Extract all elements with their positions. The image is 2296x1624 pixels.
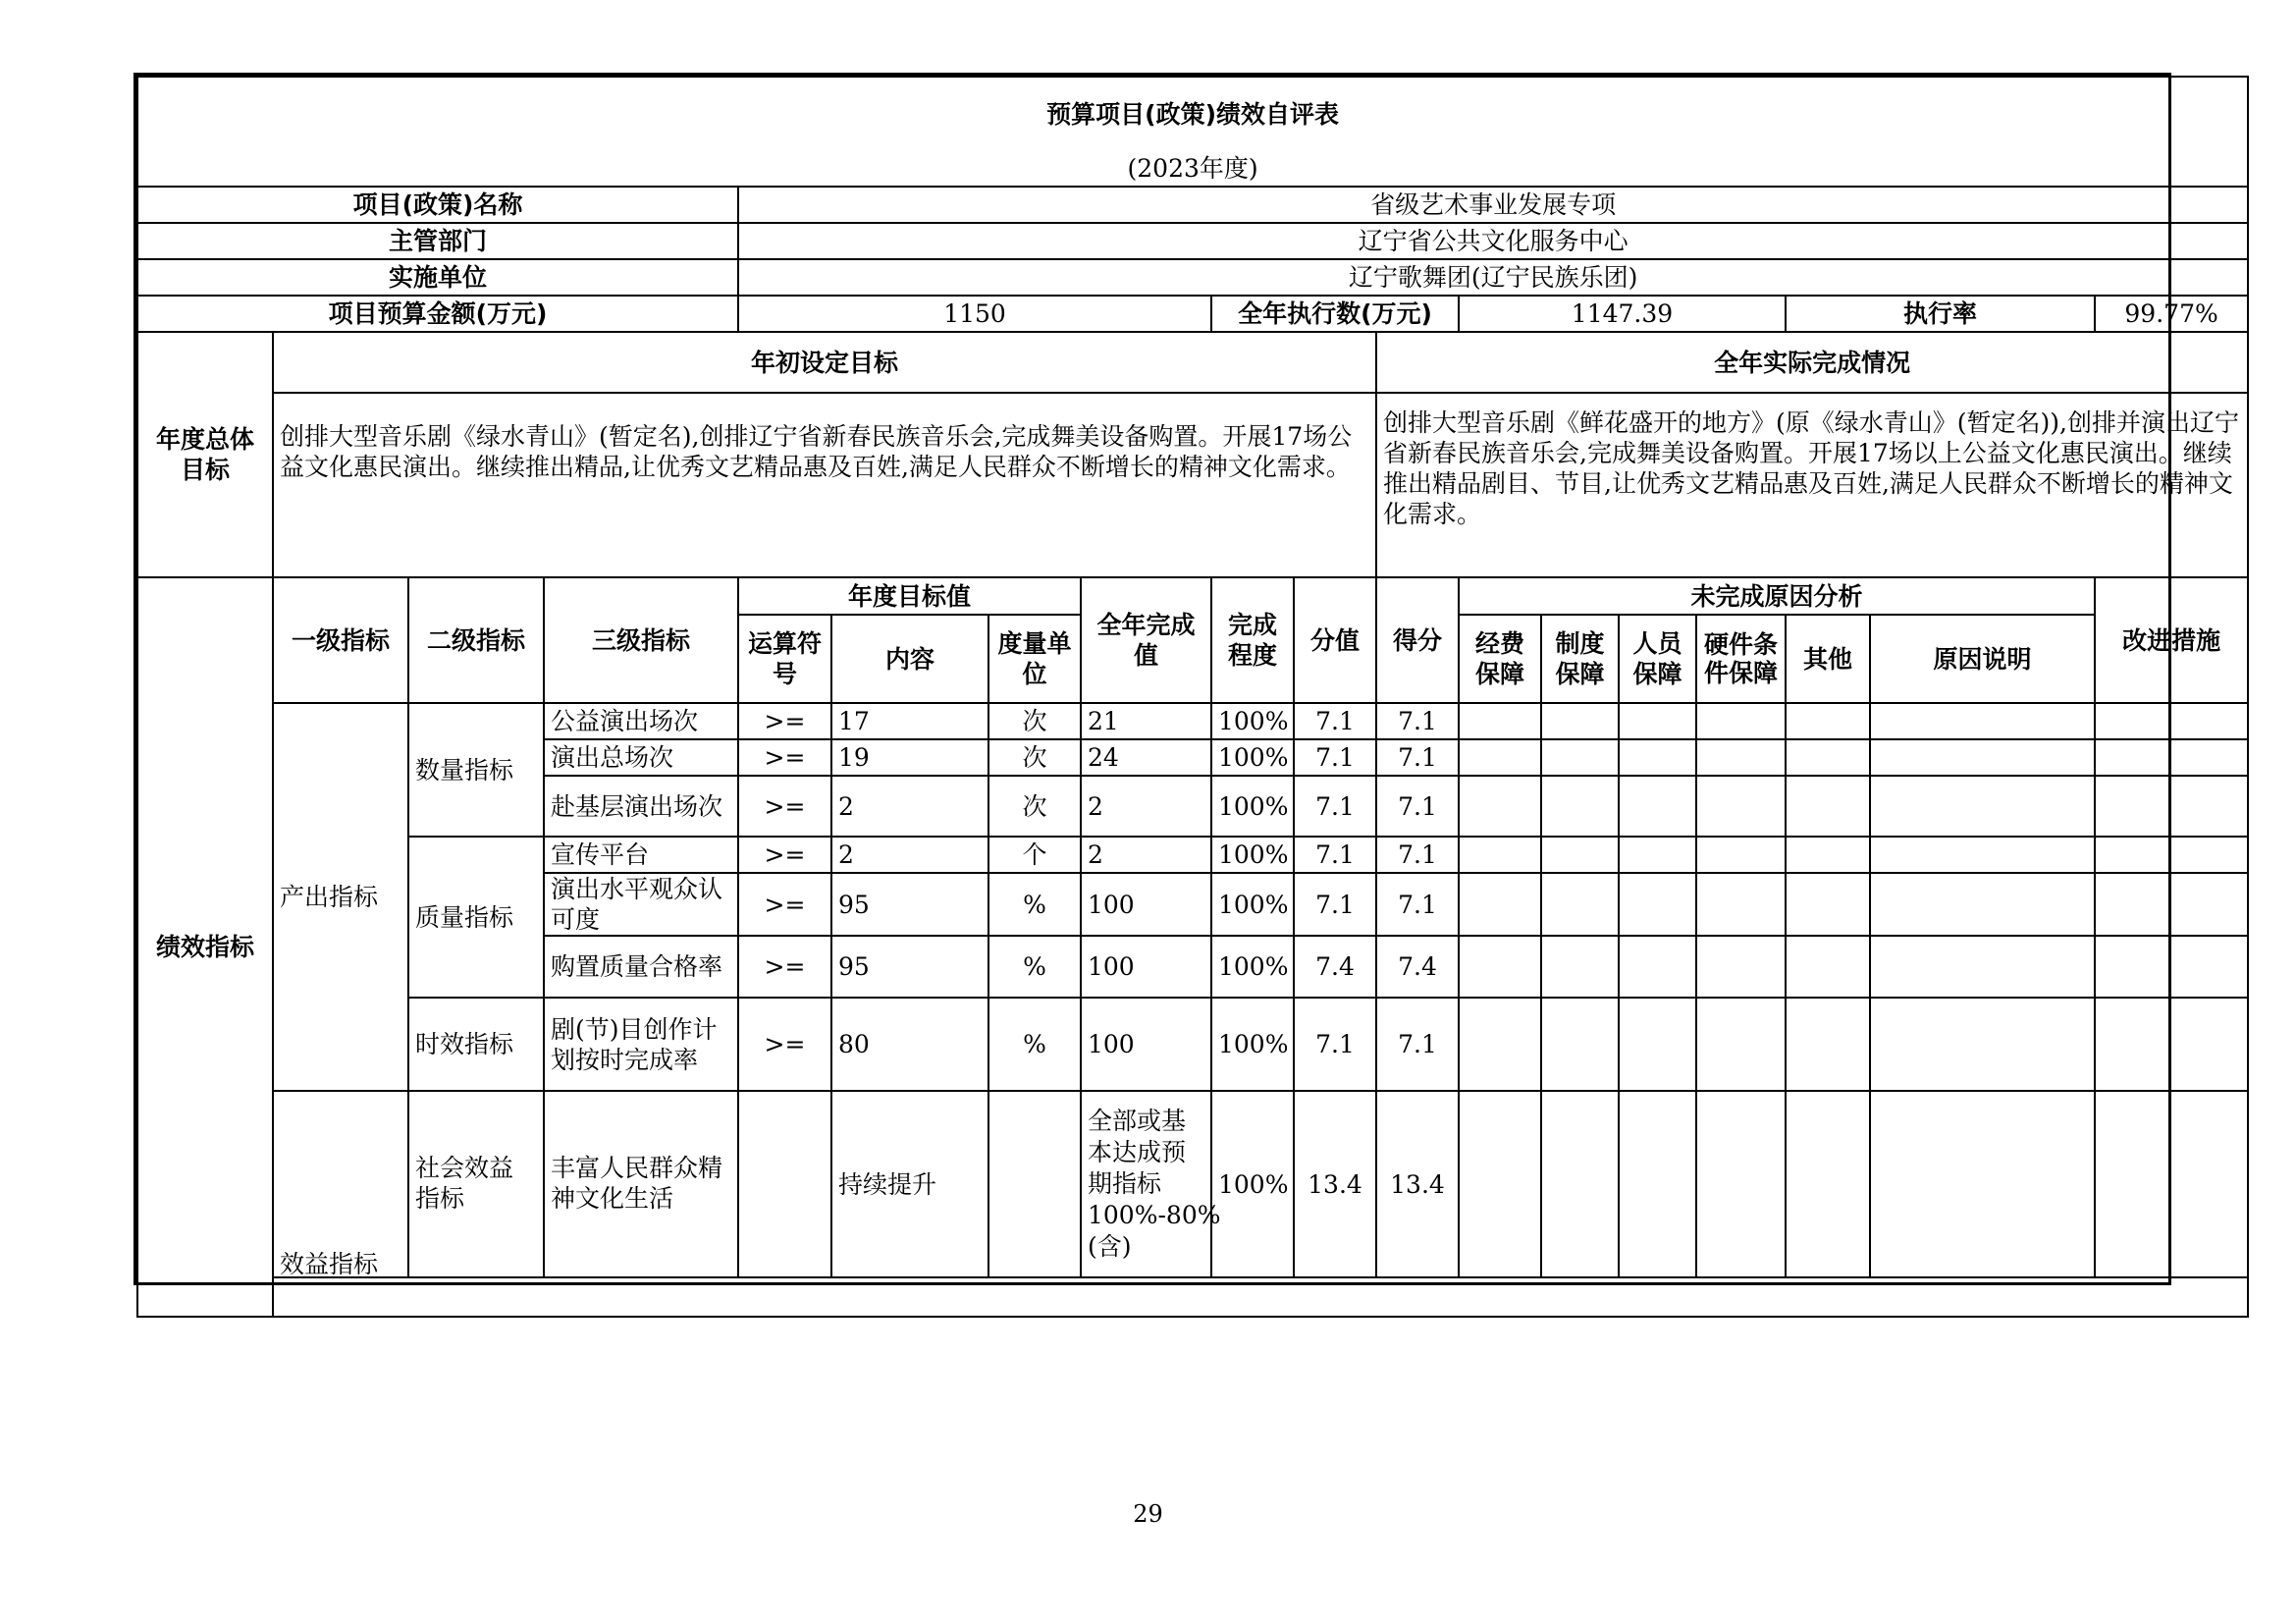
indicator-name: 宣传平台: [544, 837, 738, 873]
empty-cell: [1459, 936, 1541, 998]
empty-cell: [1786, 998, 1870, 1091]
evaluation-table: [136, 76, 2249, 1318]
table-bottom-edge: [133, 1282, 2171, 1285]
indicator-name: 演出总场次: [544, 739, 738, 776]
empty-cell: [1619, 873, 1696, 936]
dept-value: 辽宁省公共文化服务中心: [738, 223, 2248, 259]
indicator-got: 7.1: [1376, 873, 1459, 936]
indicator-score: 7.1: [1294, 739, 1376, 776]
got-header: 得分: [1376, 577, 1459, 703]
empty-cell: [2095, 703, 2248, 739]
reason-group-header: 未完成原因分析: [1459, 577, 2095, 615]
project-name-value: 省级艺术事业发展专项: [738, 187, 2248, 223]
initial-goal-text: 创排大型音乐剧《绿水青山》(暂定名),创排辽宁省新春民族音乐会,完成舞美设备购置。开展17场公益文化惠民演出。继续推出精品,让优秀文艺精品惠及百姓,满足人民群众不断增长的精神文化需求。: [273, 393, 1376, 577]
indicator-op: >=: [738, 998, 831, 1091]
indicator-name: 演出水平观众认可度: [544, 873, 738, 936]
indicator-unit: %: [988, 873, 1081, 936]
indicator-op: [738, 1091, 831, 1277]
empty-cell: [1786, 703, 1870, 739]
empty-cell: [1786, 936, 1870, 998]
indicator-name: 剧(节)目创作计划按时完成率: [544, 998, 738, 1091]
page-title: 预算项目(政策)绩效自评表: [137, 77, 2248, 151]
output-indicator-label: 产出指标: [273, 703, 408, 1091]
empty-cell: [1870, 873, 2095, 936]
empty-cell: [1786, 776, 1870, 837]
quality-indicator-label: 质量指标: [408, 837, 544, 998]
indicator-unit: [988, 1091, 1081, 1277]
empty-cell: [1870, 739, 2095, 776]
op-header: 运算符号: [738, 615, 831, 703]
empty-cell: [1541, 936, 1619, 998]
unit-label: 实施单位: [137, 259, 738, 296]
indicator-unit: 次: [988, 703, 1081, 739]
indicator-name: 购置质量合格率: [544, 936, 738, 998]
indicator-got: 7.1: [1376, 998, 1459, 1091]
indicator-degree: 100%: [1211, 873, 1294, 936]
indicator-actual: 21: [1081, 703, 1211, 739]
quantity-indicator-label: 数量指标: [408, 703, 544, 837]
empty-cell: [1870, 998, 2095, 1091]
empty-cell: [1870, 1091, 2095, 1277]
indicator-score: 7.4: [1294, 936, 1376, 998]
indicator-op: >=: [738, 776, 831, 837]
indicator-score: 7.1: [1294, 837, 1376, 873]
indicator-unit: %: [988, 998, 1081, 1091]
indicator-score: 7.1: [1294, 998, 1376, 1091]
unit-value: 辽宁歌舞团(辽宁民族乐团): [738, 259, 2248, 296]
content-header: 内容: [831, 615, 988, 703]
target-group-header: 年度目标值: [738, 577, 1081, 615]
empty-cell: [1619, 837, 1696, 873]
indicator-actual: 100: [1081, 873, 1211, 936]
indicator-score: 7.1: [1294, 703, 1376, 739]
reason-funds-header: 经费保障: [1459, 615, 1541, 703]
rate-label: 执行率: [1786, 296, 2095, 332]
indicator-content: 17: [831, 703, 988, 739]
empty-cell: [2095, 739, 2248, 776]
indicator-unit: %: [988, 936, 1081, 998]
empty-cell: [1696, 703, 1786, 739]
actual-goal-text: 创排大型音乐剧《鲜花盛开的地方》(原《绿水青山》(暂定名)),创排并演出辽宁省新春民族音乐会,完成舞美设备购置。开展17场以上公益文化惠民演出。继续推出精品剧目、节目,让优秀文艺精品惠及百姓,满足人民群众不断增长的精神文化需求。: [1376, 393, 2248, 577]
indicator-op: >=: [738, 936, 831, 998]
indicator-unit: 次: [988, 776, 1081, 837]
indicator-unit: 次: [988, 739, 1081, 776]
indicator-degree: 100%: [1211, 936, 1294, 998]
level2-header: 二级指标: [408, 577, 544, 703]
empty-cell: [1619, 739, 1696, 776]
project-name-label: 项目(政策)名称: [137, 187, 738, 223]
empty-cell: [2095, 776, 2248, 837]
indicator-name: 丰富人民群众精神文化生活: [544, 1091, 738, 1277]
indicator-content: 95: [831, 873, 988, 936]
reason-other-header: 其他: [1786, 615, 1870, 703]
reason-staff-header: 人员保障: [1619, 615, 1696, 703]
empty-cell: [1459, 998, 1541, 1091]
reason-explain-header: 原因说明: [1870, 615, 2095, 703]
rate-value: 99.77%: [2095, 296, 2248, 332]
empty-cell: [2095, 998, 2248, 1091]
indicator-name: 赴基层演出场次: [544, 776, 738, 837]
indicator-score: 13.4: [1294, 1091, 1376, 1277]
social-indicator-label: 社会效益指标: [408, 1091, 544, 1277]
empty-cell: [1459, 873, 1541, 936]
indicator-got: 7.1: [1376, 739, 1459, 776]
performance-indicator-label: 绩效指标: [137, 577, 273, 1317]
empty-cell: [1696, 873, 1786, 936]
empty-cell: [1786, 739, 1870, 776]
empty-cell: [1459, 739, 1541, 776]
empty-cell: [1870, 703, 2095, 739]
empty-cell: [2095, 873, 2248, 936]
indicator-content: 2: [831, 837, 988, 873]
reason-hardware-header: 硬件条件保障: [1696, 615, 1786, 703]
indicator-unit: 个: [988, 837, 1081, 873]
empty-cell: [1870, 776, 2095, 837]
indicator-degree: 100%: [1211, 837, 1294, 873]
empty-cell: [1786, 873, 1870, 936]
indicator-name: 公益演出场次: [544, 703, 738, 739]
initial-goal-header: 年初设定目标: [273, 332, 1376, 393]
empty-cell: [1459, 776, 1541, 837]
score-header: 分值: [1294, 577, 1376, 703]
indicator-score: 7.1: [1294, 873, 1376, 936]
indicator-degree: 100%: [1211, 998, 1294, 1091]
empty-cell: [1696, 776, 1786, 837]
indicator-got: 13.4: [1376, 1091, 1459, 1277]
indicator-score: 7.1: [1294, 776, 1376, 837]
reason-system-header: 制度保障: [1541, 615, 1619, 703]
indicator-got: 7.1: [1376, 776, 1459, 837]
empty-cell: [1619, 703, 1696, 739]
executed-label: 全年执行数(万元): [1211, 296, 1459, 332]
empty-cell: [1541, 998, 1619, 1091]
indicator-op: >=: [738, 873, 831, 936]
improve-header: 改进措施: [2095, 577, 2248, 703]
report-year: (2023年度): [137, 151, 2248, 187]
indicator-content: 2: [831, 776, 988, 837]
empty-cell: [2095, 1091, 2248, 1277]
indicator-degree: 100%: [1211, 703, 1294, 739]
actual-goal-header: 全年实际完成情况: [1376, 332, 2248, 393]
indicator-actual: 100: [1081, 936, 1211, 998]
page-number: 29: [1133, 1500, 1163, 1528]
empty-cell: [1870, 936, 2095, 998]
empty-cell: [1870, 837, 2095, 873]
empty-cell: [1459, 837, 1541, 873]
indicator-op: >=: [738, 837, 831, 873]
empty-cell: [1541, 703, 1619, 739]
budget-label: 项目预算金额(万元): [137, 296, 738, 332]
indicator-content: 80: [831, 998, 988, 1091]
empty-cell: [1541, 837, 1619, 873]
indicator-degree: 100%: [1211, 739, 1294, 776]
empty-cell: [1696, 837, 1786, 873]
unit-header: 度量单位: [988, 615, 1081, 703]
empty-cell: [2095, 936, 2248, 998]
empty-cell: [1786, 1091, 1870, 1277]
timeliness-indicator-label: 时效指标: [408, 998, 544, 1091]
indicator-actual: 100: [1081, 998, 1211, 1091]
empty-cell: [1459, 1091, 1541, 1277]
empty-cell: [1696, 1091, 1786, 1277]
indicator-op: >=: [738, 739, 831, 776]
indicator-actual: 2: [1081, 776, 1211, 837]
empty-cell: [1619, 1091, 1696, 1277]
empty-cell: [1619, 936, 1696, 998]
indicator-actual: 2: [1081, 837, 1211, 873]
empty-cell: [1696, 936, 1786, 998]
evaluation-sheet: [133, 73, 2239, 1284]
indicator-actual: 24: [1081, 739, 1211, 776]
empty-cell: [1619, 998, 1696, 1091]
empty-cell: [1541, 1091, 1619, 1277]
empty-cell: [1696, 998, 1786, 1091]
indicator-actual: 全部或基本达成预期指标100%-80%(含): [1081, 1091, 1211, 1277]
level1-header: 一级指标: [273, 577, 408, 703]
indicator-content: 19: [831, 739, 988, 776]
indicator-degree: 100%: [1211, 1091, 1294, 1277]
actual-header: 全年完成值: [1081, 577, 1211, 703]
budget-value: 1150: [738, 296, 1211, 332]
indicator-got: 7.1: [1376, 703, 1459, 739]
indicator-content: 95: [831, 936, 988, 998]
empty-cell: [1541, 739, 1619, 776]
empty-cell: [1786, 837, 1870, 873]
benefit-indicator-label: 效益指标: [273, 1091, 408, 1277]
indicator-content: 持续提升: [831, 1091, 988, 1277]
empty-cell: [1459, 703, 1541, 739]
annual-goal-label: 年度总体目标: [137, 332, 273, 577]
degree-header: 完成程度: [1211, 577, 1294, 703]
dept-label: 主管部门: [137, 223, 738, 259]
empty-cell: [1541, 873, 1619, 936]
indicator-got: 7.1: [1376, 837, 1459, 873]
indicator-got: 7.4: [1376, 936, 1459, 998]
executed-value: 1147.39: [1459, 296, 1786, 332]
empty-cell: [1696, 739, 1786, 776]
indicator-degree: 100%: [1211, 776, 1294, 837]
empty-cell: [1541, 776, 1619, 837]
indicator-op: >=: [738, 703, 831, 739]
empty-cell: [2095, 837, 2248, 873]
level3-header: 三级指标: [544, 577, 738, 703]
empty-cell: [1619, 776, 1696, 837]
